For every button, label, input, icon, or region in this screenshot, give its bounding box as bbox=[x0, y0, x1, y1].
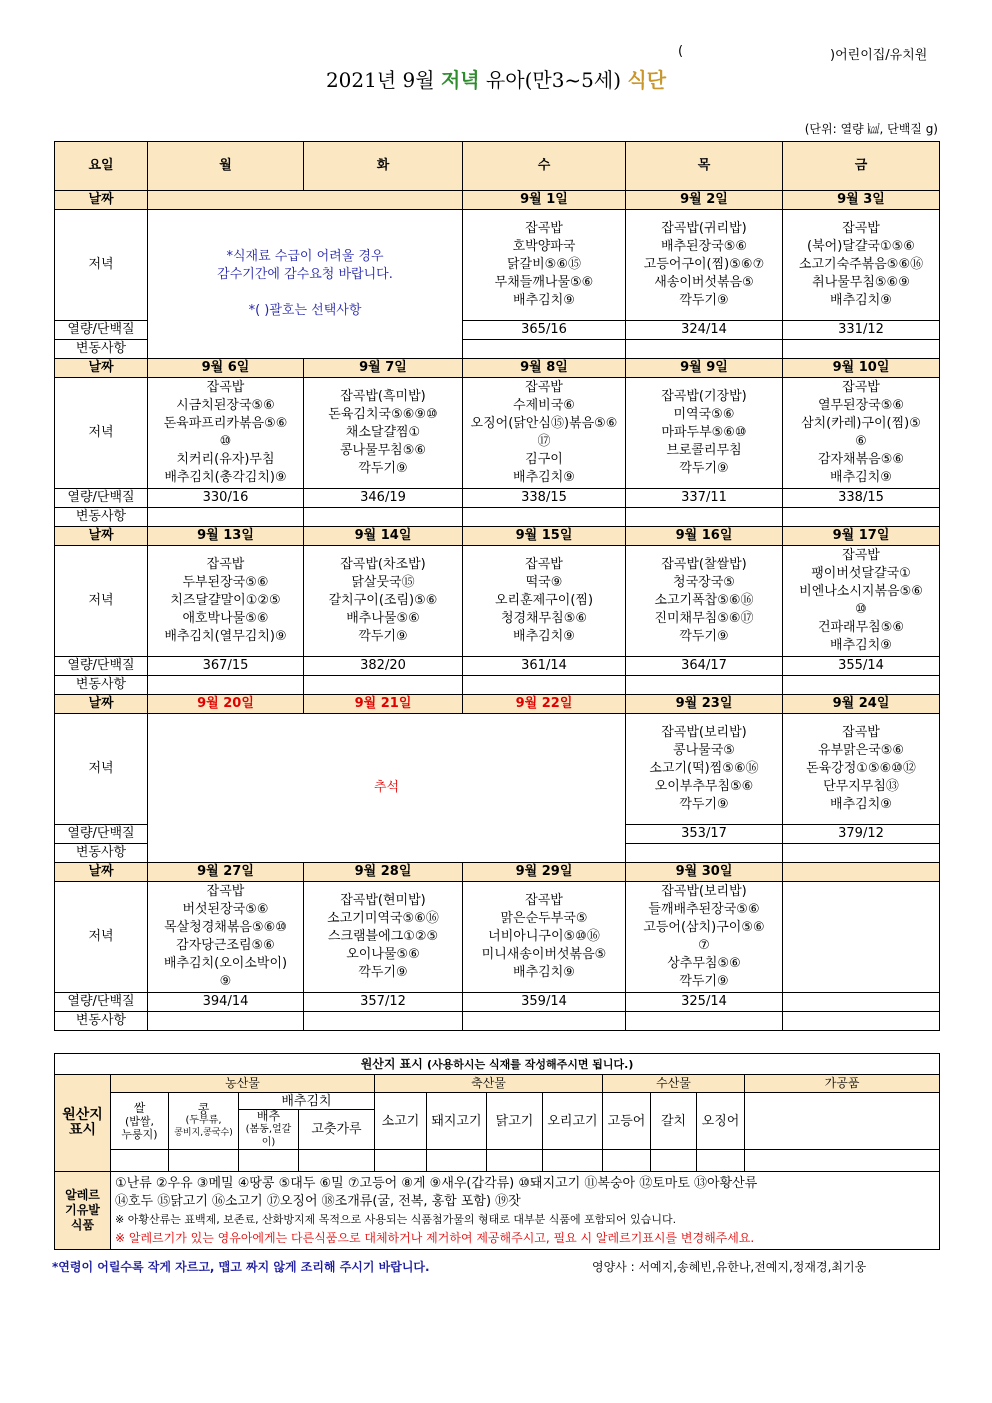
menu-item: 상추무침⑤⑥ bbox=[667, 956, 741, 971]
kcal-cell: 346/19 bbox=[304, 489, 463, 508]
menu-item: 취나물무침⑤⑥⑨ bbox=[812, 275, 910, 290]
date-cell: 9월 15일 bbox=[463, 527, 626, 546]
origin-input-cell[interactable] bbox=[111, 1150, 169, 1172]
date-cell: 9월 3일 bbox=[783, 191, 940, 210]
date-cell: 9월 14일 bbox=[304, 527, 463, 546]
change-cell[interactable] bbox=[626, 676, 783, 695]
menu-item: 잡곡밥(차조밥) bbox=[340, 557, 426, 572]
date-cell: 9월 13일 bbox=[148, 527, 304, 546]
date-label: 날짜 bbox=[55, 695, 148, 714]
date-cell: 9월 20일 bbox=[148, 695, 304, 714]
origin-input-cell[interactable] bbox=[745, 1150, 940, 1172]
kcal-cell: 325/14 bbox=[626, 993, 783, 1012]
menu-item: 시금치된장국⑤⑥ bbox=[176, 398, 275, 413]
weekday-1: 화 bbox=[304, 142, 463, 191]
origin-kimchi: 배추김치 bbox=[239, 1093, 375, 1110]
menu-item: 오리훈제구이(찜) bbox=[494, 593, 594, 608]
dinner-label: 저녁 bbox=[55, 210, 148, 321]
notice-cell bbox=[148, 210, 463, 359]
dinner-label: 저녁 bbox=[55, 714, 148, 825]
menu-item: 잡곡밥 bbox=[525, 221, 563, 236]
title-menu: 식단 bbox=[627, 68, 667, 92]
kcal-cell: 382/20 bbox=[304, 657, 463, 676]
menu-cell bbox=[148, 882, 304, 993]
menu-item: 스크램블에그①②⑤ bbox=[327, 929, 439, 944]
menu-cell bbox=[783, 210, 940, 321]
menu-item: 잡곡밥(기장밥) bbox=[661, 389, 747, 404]
kcal-label: 열량/단백질 bbox=[55, 489, 148, 508]
menu-item: 감자채볶음⑤⑥ bbox=[817, 452, 905, 467]
origin-input-cell[interactable] bbox=[651, 1150, 697, 1172]
menu-item: 닭갈비⑤⑥⑮ bbox=[507, 257, 581, 272]
menu-item: 배추나물⑤⑥ bbox=[346, 611, 420, 626]
kcal-cell: 367/15 bbox=[148, 657, 304, 676]
menu-cell bbox=[463, 882, 626, 993]
kcal-cell: 359/14 bbox=[463, 993, 626, 1012]
kcal-cell: 394/14 bbox=[148, 993, 304, 1012]
date-blank bbox=[148, 191, 463, 210]
origin-rice: 쌀 (밥쌀, 누룽지) bbox=[111, 1093, 169, 1150]
menu-item: 잡곡밥 bbox=[206, 884, 245, 899]
origin-input-cell[interactable] bbox=[427, 1150, 487, 1172]
change-cell[interactable] bbox=[783, 1012, 940, 1031]
menu-cell bbox=[783, 546, 940, 657]
menu-item: 들깨배추된장국⑤⑥ bbox=[648, 902, 760, 917]
kcal-cell: 353/17 bbox=[626, 825, 783, 844]
change-cell[interactable] bbox=[783, 844, 940, 863]
menu-item: 오이부추무침⑤⑥ bbox=[654, 779, 754, 794]
origin-input-cell[interactable] bbox=[375, 1150, 427, 1172]
change-cell[interactable] bbox=[148, 676, 304, 695]
menu-item: 돈육파프리카볶음⑤⑥ bbox=[163, 416, 288, 431]
menu-item: 잡곡밥 bbox=[206, 380, 245, 395]
menu-item: 깍두기⑨ bbox=[679, 797, 729, 812]
dietitians: 영양사 : 서예지,송혜빈,유한나,전예지,정재경,최기웅 bbox=[592, 1260, 867, 1274]
menu-item: 깍두기⑨ bbox=[679, 974, 729, 989]
dinner-label: 저녁 bbox=[55, 378, 148, 489]
menu-item: ⑦ bbox=[698, 938, 710, 953]
menu-item: 단무지무침⑬ bbox=[823, 779, 899, 794]
kcal-cell: 364/17 bbox=[626, 657, 783, 676]
menu-item: 콩나물무침⑤⑥ bbox=[339, 443, 427, 458]
date-cell: 9월 2일 bbox=[626, 191, 783, 210]
origin-input-cell[interactable] bbox=[603, 1150, 651, 1172]
menu-item: 잡곡밥 bbox=[525, 557, 563, 572]
menu-cell bbox=[304, 882, 463, 993]
menu-cell bbox=[626, 546, 783, 657]
dinner-label: 저녁 bbox=[55, 546, 148, 657]
kcal-cell: 355/14 bbox=[783, 657, 940, 676]
menu-item: 갈치구이(조림)⑤⑥ bbox=[328, 593, 438, 608]
dinner-label: 저녁 bbox=[55, 882, 148, 993]
allergy-label: 알레르 기유발 식품 bbox=[55, 1172, 111, 1250]
kcal-cell: 337/11 bbox=[626, 489, 783, 508]
origin-squid: 오징어 bbox=[697, 1093, 745, 1150]
category-fish: 수산물 bbox=[603, 1075, 745, 1093]
change-cell[interactable] bbox=[304, 1012, 463, 1031]
allergy-line2: ⑭호두 ⑮닭고기 ⑯소고기 ⑰오징어 ⑱조개류(굴, 전복, 홍합 포함) ⑲잣 bbox=[115, 1193, 521, 1209]
menu-item: 잡곡밥 bbox=[842, 221, 880, 236]
origin-input-cell[interactable] bbox=[299, 1150, 375, 1172]
change-label: 변동사항 bbox=[55, 508, 148, 527]
menu-item: 비엔나소시지볶음⑤⑥ bbox=[799, 584, 923, 599]
change-cell[interactable] bbox=[626, 1012, 783, 1031]
center-name-field bbox=[678, 44, 948, 63]
menu-item: 소고기미역국⑤⑥⑯ bbox=[327, 911, 439, 926]
kcal-label: 열량/단백질 bbox=[55, 993, 148, 1012]
menu-item: 고등어(삼치)구이⑤⑥ bbox=[643, 920, 765, 935]
menu-item: 채소달걀찜① bbox=[345, 425, 421, 440]
change-cell[interactable] bbox=[783, 676, 940, 695]
menu-item: 열무된장국⑤⑥ bbox=[817, 398, 905, 413]
menu-item: 잡곡밥(보리밥) bbox=[661, 725, 747, 740]
change-cell[interactable] bbox=[463, 676, 626, 695]
date-cell: 9월 10일 bbox=[783, 359, 940, 378]
date-cell: 9월 28일 bbox=[304, 863, 463, 882]
menu-item: 건파래무침⑤⑥ bbox=[817, 620, 905, 635]
date-cell: 9월 27일 bbox=[148, 863, 304, 882]
menu-item: 김구이 bbox=[525, 452, 563, 467]
weekday-0: 월 bbox=[148, 142, 304, 191]
menu-item: 브로콜리무침 bbox=[666, 443, 742, 458]
menu-item: 잡곡밥 bbox=[525, 893, 563, 908]
title-part1: 2021년 9월 bbox=[325, 68, 441, 92]
menu-item: 깍두기⑨ bbox=[358, 965, 408, 980]
menu-item: 청국장국⑤ bbox=[673, 575, 735, 590]
menu-item: 배추김치⑨ bbox=[513, 293, 575, 308]
origin-input-cell[interactable] bbox=[169, 1150, 239, 1172]
date-cell: 9월 9일 bbox=[626, 359, 783, 378]
menu-item: 배추된장국⑤⑥ bbox=[660, 239, 748, 254]
date-cell: 9월 7일 bbox=[304, 359, 463, 378]
menu-item: 배추김치⑨ bbox=[830, 293, 892, 308]
date-label: 날짜 bbox=[55, 359, 148, 378]
menu-item: 닭살뭇국⑮ bbox=[351, 575, 415, 590]
date-cell: 9월 30일 bbox=[626, 863, 783, 882]
holiday-cell: 추석 bbox=[148, 714, 626, 863]
date-cell: 9월 24일 bbox=[783, 695, 940, 714]
menu-table bbox=[54, 141, 940, 1031]
origin-table bbox=[54, 1053, 940, 1250]
change-cell[interactable] bbox=[626, 508, 783, 527]
menu-item: 삼치(카레)구이(찜)⑤ bbox=[801, 416, 921, 431]
date-cell bbox=[783, 863, 940, 882]
page-title bbox=[0, 64, 992, 93]
kcal-cell: 338/15 bbox=[783, 489, 940, 508]
change-cell[interactable] bbox=[304, 676, 463, 695]
menu-item: 돈육강정①⑤⑥⑩⑫ bbox=[806, 761, 916, 776]
category-agri: 농산물 bbox=[111, 1075, 375, 1093]
menu-item: 배추김치⑨ bbox=[513, 965, 575, 980]
kcal-cell: 361/14 bbox=[463, 657, 626, 676]
date-label: 날짜 bbox=[55, 191, 148, 210]
origin-title-note: (사용하시는 식재를 작성해주시면 됩니다.) bbox=[427, 1057, 634, 1071]
change-label: 변동사항 bbox=[55, 844, 148, 863]
menu-item: 깍두기⑨ bbox=[679, 293, 729, 308]
origin-chili: 고춧가루 bbox=[299, 1110, 375, 1150]
origin-bean: 콩 (두부류, 콩비지,콩국수) bbox=[169, 1093, 239, 1150]
menu-item: 소고기(떡)찜⑤⑥⑯ bbox=[649, 761, 759, 776]
origin-input-cell[interactable] bbox=[487, 1150, 543, 1172]
menu-item: 수제비국⑥ bbox=[513, 398, 575, 413]
menu-item: 미역국⑤⑥ bbox=[673, 407, 735, 422]
menu-item: 잡곡밥 bbox=[206, 557, 245, 572]
menu-item: 깍두기⑨ bbox=[358, 629, 408, 644]
change-cell[interactable] bbox=[783, 340, 940, 359]
menu-item: 배추김치(열무김치)⑨ bbox=[164, 629, 287, 644]
menu-item: 배추김치⑨ bbox=[830, 470, 892, 485]
change-cell[interactable] bbox=[148, 1012, 304, 1031]
menu-item: 호박양파국 bbox=[512, 239, 576, 254]
title-meal: 저녁 bbox=[440, 68, 480, 92]
menu-cell bbox=[626, 714, 783, 825]
date-cell: 9월 22일 bbox=[463, 695, 626, 714]
date-label: 날짜 bbox=[55, 527, 148, 546]
menu-item: 무채들깨나물⑤⑥ bbox=[494, 275, 594, 290]
menu-cell bbox=[626, 210, 783, 321]
menu-item: 깍두기⑨ bbox=[679, 461, 729, 476]
menu-item: 잡곡밥(찰쌀밥) bbox=[661, 557, 747, 572]
kcal-label: 열량/단백질 bbox=[55, 825, 148, 844]
kcal-cell: 331/12 bbox=[783, 321, 940, 340]
weekday-3: 목 bbox=[626, 142, 783, 191]
notice-line: *식재료 수급이 어려울 경우 bbox=[226, 249, 384, 264]
weekday-header: 요일 bbox=[55, 142, 148, 191]
unit-note: (단위: 열량 ㎉, 단백질 g) bbox=[804, 122, 938, 136]
date-cell: 9월 16일 bbox=[626, 527, 783, 546]
change-label: 변동사항 bbox=[55, 676, 148, 695]
title-part2: 유아(만3~5세) bbox=[479, 68, 628, 92]
kcal-cell: 357/12 bbox=[304, 993, 463, 1012]
menu-item: ⑨ bbox=[219, 974, 232, 989]
menu-item: 소고기폭찹⑤⑥⑯ bbox=[654, 593, 754, 608]
menu-item: 떡국⑨ bbox=[525, 575, 563, 590]
menu-item: 잡곡밥 bbox=[842, 380, 880, 395]
menu-item: 깍두기⑨ bbox=[358, 461, 408, 476]
weekday-4: 금 bbox=[783, 142, 940, 191]
menu-item: 돈육김치국⑤⑥⑨⑩ bbox=[328, 407, 438, 422]
change-label: 변동사항 bbox=[55, 340, 148, 359]
menu-item: (북어)달걀국①⑤⑥ bbox=[807, 239, 915, 254]
origin-title-text: 원산지 표시 bbox=[360, 1056, 423, 1071]
menu-item: 유부맑은국⑤⑥ bbox=[817, 743, 905, 758]
menu-item: 버섯된장국⑤⑥ bbox=[182, 902, 269, 917]
menu-cell bbox=[463, 378, 626, 489]
allergy-line3: ※ 아황산류는 표백제, 보존료, 산화방지제 목적으로 사용되는 식품첨가물의 형태로 대부분 식품에 포함되어 있습니다. bbox=[115, 1212, 677, 1226]
origin-hairtail: 갈치 bbox=[651, 1093, 697, 1150]
menu-item: 소고기숙주볶음⑤⑥⑯ bbox=[798, 257, 924, 272]
menu-cell bbox=[148, 546, 304, 657]
origin-title bbox=[55, 1054, 940, 1075]
allergy-info bbox=[111, 1172, 940, 1250]
change-cell[interactable] bbox=[463, 1012, 626, 1031]
menu-cell bbox=[783, 378, 940, 489]
origin-chicken: 닭고기 bbox=[487, 1093, 543, 1150]
menu-cell bbox=[626, 378, 783, 489]
menu-item: 팽이버섯달걀국① bbox=[811, 566, 911, 581]
menu-item: 깍두기⑨ bbox=[679, 629, 729, 644]
origin-input-cell[interactable] bbox=[239, 1150, 299, 1172]
menu-item: 새송이버섯볶음⑤ bbox=[654, 275, 754, 290]
kcal-cell bbox=[783, 993, 940, 1012]
notice-line: 감수기간에 감수요청 바랍니다. bbox=[217, 267, 393, 282]
menu-cell bbox=[463, 210, 626, 321]
origin-duck: 오리고기 bbox=[543, 1093, 603, 1150]
menu-item: 미니새송이버섯볶음⑤ bbox=[481, 947, 607, 962]
allergy-line1: ①난류 ②우유 ③메밀 ④땅콩 ⑤대두 ⑥밀 ⑦고등어 ⑧게 ⑨새우(갑각류) ⑩돼지고기 ⑪복숭아 ⑫토마토 ⑬아황산류 bbox=[115, 1175, 758, 1191]
change-cell[interactable] bbox=[304, 508, 463, 527]
menu-item: ⑩ bbox=[855, 602, 867, 617]
allergy-line4: ※ 알레르기가 있는 영유아에게는 다른식품으로 대체하거나 제거하여 제공해주시고, 필요 시 알레르기표시를 변경해주세요. bbox=[115, 1230, 755, 1245]
menu-item: 목살청경채볶음⑤⑥⑩ bbox=[164, 920, 287, 935]
kcal-cell: 338/15 bbox=[463, 489, 626, 508]
menu-item: 콩나물국⑤ bbox=[673, 743, 735, 758]
menu-cell bbox=[626, 882, 783, 993]
menu-item: 애호박나물⑤⑥ bbox=[182, 611, 269, 626]
menu-cell bbox=[304, 378, 463, 489]
kcal-cell: 379/12 bbox=[783, 825, 940, 844]
date-cell: 9월 6일 bbox=[148, 359, 304, 378]
menu-item: 잡곡밥(현미밥) bbox=[340, 893, 426, 908]
change-cell[interactable] bbox=[148, 508, 304, 527]
menu-cell bbox=[304, 546, 463, 657]
category-livestock: 축산물 bbox=[375, 1075, 603, 1093]
menu-item: 잡곡밥(보리밥) bbox=[661, 884, 747, 899]
cooking-note: *연령이 어릴수록 작게 자르고, 맵고 짜지 않게 조리해 주시기 바랍니다. bbox=[52, 1260, 430, 1274]
kcal-cell: 365/16 bbox=[463, 321, 626, 340]
change-cell[interactable] bbox=[626, 340, 783, 359]
origin-cabbage: 배추 (봄동,얼갈이) bbox=[239, 1110, 299, 1150]
menu-cell bbox=[783, 714, 940, 825]
menu-item: 감자당근조림⑤⑥ bbox=[176, 938, 275, 953]
menu-item: 청경채무침⑤⑥ bbox=[500, 611, 588, 626]
origin-mackerel: 고등어 bbox=[603, 1093, 651, 1150]
menu-item: 배추김치⑨ bbox=[513, 629, 575, 644]
menu-cell bbox=[463, 546, 626, 657]
menu-item: 잡곡밥 bbox=[842, 725, 880, 740]
menu-item: 치즈달걀말이①②⑤ bbox=[170, 593, 281, 608]
origin-input-cell[interactable] bbox=[697, 1150, 745, 1172]
menu-item: 진미채무침⑤⑥⑰ bbox=[654, 611, 754, 626]
date-cell: 9월 29일 bbox=[463, 863, 626, 882]
date-cell: 9월 1일 bbox=[463, 191, 626, 210]
menu-item: 잡곡밥(흑미밥) bbox=[340, 389, 426, 404]
menu-item: 고등어구이(찜)⑤⑥⑦ bbox=[643, 257, 765, 272]
menu-item: ⑩ bbox=[219, 434, 232, 449]
kcal-cell: 324/14 bbox=[626, 321, 783, 340]
date-cell: 9월 8일 bbox=[463, 359, 626, 378]
change-label: 변동사항 bbox=[55, 1012, 148, 1031]
menu-item: 너비아니구이⑤⑩⑯ bbox=[488, 929, 600, 944]
origin-pork: 돼지고기 bbox=[427, 1093, 487, 1150]
menu-item: 잡곡밥(귀리밥) bbox=[661, 221, 747, 236]
kcal-label: 열량/단백질 bbox=[55, 657, 148, 676]
weekday-2: 수 bbox=[463, 142, 626, 191]
menu-item: 두부된장국⑤⑥ bbox=[182, 575, 269, 590]
date-cell: 9월 21일 bbox=[304, 695, 463, 714]
menu-item: 맑은순두부국⑤ bbox=[500, 911, 588, 926]
kcal-label: 열량/단백질 bbox=[55, 321, 148, 340]
menu-item: ⑥ bbox=[855, 434, 867, 449]
change-cell[interactable] bbox=[463, 340, 626, 359]
origin-beef: 소고기 bbox=[375, 1093, 427, 1150]
change-cell[interactable] bbox=[626, 844, 783, 863]
category-processed: 가공품 bbox=[745, 1075, 940, 1093]
menu-cell bbox=[783, 882, 940, 993]
center-type-label: )어린이집/유치원 bbox=[830, 48, 928, 63]
change-cell[interactable] bbox=[783, 508, 940, 527]
menu-item: 치커리(유자)무침 bbox=[176, 452, 275, 467]
menu-item: 배추김치(오이소박이) bbox=[163, 956, 288, 971]
origin-input-cell[interactable] bbox=[543, 1150, 603, 1172]
menu-item: 잡곡밥 bbox=[842, 548, 880, 563]
change-cell[interactable] bbox=[463, 508, 626, 527]
menu-item: 오징어(닭안심⑮)볶음⑤⑥ bbox=[470, 416, 618, 431]
menu-cell bbox=[148, 378, 304, 489]
origin-row-label: 원산지 표시 bbox=[55, 1075, 111, 1172]
menu-item: 마파두부⑤⑥⑩ bbox=[661, 425, 747, 440]
date-cell: 9월 23일 bbox=[626, 695, 783, 714]
origin-processed-blank bbox=[745, 1093, 940, 1150]
menu-item: 배추김치(총각김치)⑨ bbox=[164, 470, 287, 485]
kcal-cell: 330/16 bbox=[148, 489, 304, 508]
notice-line: *( )괄호는 선택사항 bbox=[248, 303, 362, 318]
menu-item: 오이나물⑤⑥ bbox=[346, 947, 420, 962]
date-label: 날짜 bbox=[55, 863, 148, 882]
menu-item: ⑰ bbox=[537, 434, 551, 449]
date-cell: 9월 17일 bbox=[783, 527, 940, 546]
menu-item: 배추김치⑨ bbox=[830, 638, 892, 653]
menu-item: 잡곡밥 bbox=[525, 380, 563, 395]
menu-item: 배추김치⑨ bbox=[830, 797, 892, 812]
menu-item: 배추김치⑨ bbox=[513, 470, 575, 485]
paren-open: ( bbox=[678, 44, 684, 59]
